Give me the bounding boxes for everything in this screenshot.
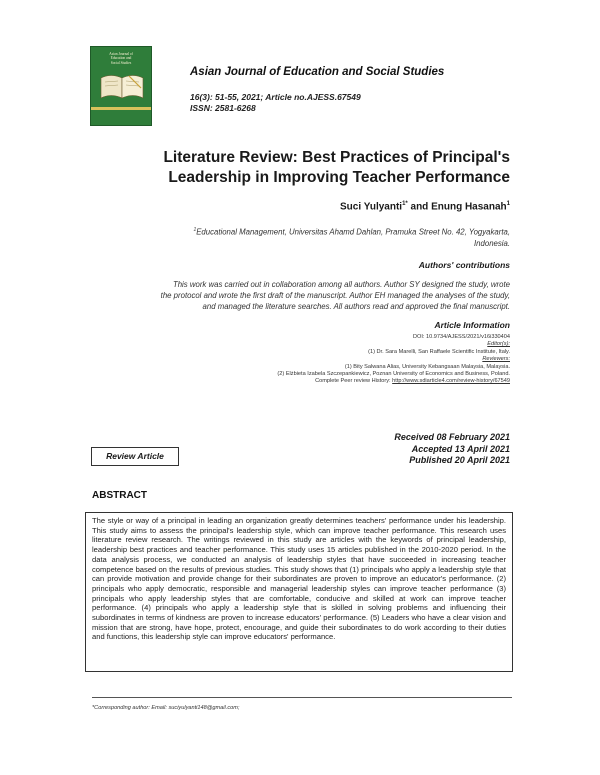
corresponding-author-footnote: *Corresponding author: Email: suciyulyanti148@gmail.com;: [92, 705, 240, 711]
article-title-line: Leadership in Improving Teacher Performance: [168, 169, 510, 186]
abstract-text: The style or way of a principal in leading an organization greatly determines teachers' performance under his leadership. This study aims to assess the principal's leadership style, which can improve teacher performance. This research uses literature review research. The writings reviewed in this study are articles with the keywords of principal leadership, leadership best practices and teacher performance. This study uses 15 articles published in the 2010-2020 period. In the data analysis process, we conducted an analysis of leadership styles that have succeeded in increasing teacher competence based on the results of previous studies. This study shows that (1) principals who apply a leadership style that can provide motivation and provide change for their subordinates are proven to improve an educator's performance. (2) principals who apply democratic, responsible and managerial leadership styles can improve teacher performance (3) principals who apply leadership styles that are comfortable, conducive and skilled at work can improve teacher performance. (4) principals who apply a leadership style that is skilled in solving problems and influencing their subordinates in terms of kindness are proven to increase educators' performance. (5) Leaders who have a clear vision and mission that are strong, have hope, protect, encourage, and guide their subordinates to do work according to their duties and functions, this leadership style can improve educators' performance.: [85, 512, 513, 672]
article-info-heading: Article Information: [434, 320, 510, 330]
author-mark: 1*: [402, 201, 408, 207]
contributions-line: and managed the literature searches. All authors read and approved the final manuscript.: [202, 302, 510, 311]
journal-volume: 16(3): 51-55, 2021; Article no.AJESS.67549: [190, 92, 361, 102]
article-info: [200, 334, 510, 386]
cover-title-line: Asian Journal of: [109, 52, 133, 56]
contributions-heading: Authors' contributions: [418, 260, 510, 270]
review-history-label: Complete Peer review History:: [315, 378, 393, 385]
cover-title-line: Education and: [110, 56, 132, 61]
reviewer-entry: (1) Bity Salwana Alias, University Kebangsaan Malaysia, Malaysia.: [344, 363, 510, 370]
affiliation: [95, 225, 510, 249]
reviewer-entry: (2) Elżbieta Izabela Szczepankiewicz, Poznan University of Economics and Business, Poland.: [277, 371, 510, 378]
reviewers-label: Reviewers:: [482, 356, 510, 363]
accepted-date: Accepted 13 April 2021: [411, 443, 510, 454]
contributions-line: the protocol and wrote the first draft of the manuscript. Author EH managed the analyses of the study,: [160, 291, 510, 300]
article-title-line: Literature Review: Best Practices of Principal's: [163, 149, 510, 166]
publication-dates: [300, 432, 510, 467]
footnote-divider: [92, 697, 512, 698]
affiliation-line: Educational Management, Universitas Ahamd Dahlan, Pramuka Street No. 42, Yogyakarta,: [196, 227, 510, 237]
received-date: Received 08 February 2021: [394, 432, 510, 442]
doi: DOI: 10.9734/AJESS/2021/v16i330404: [412, 334, 510, 340]
open-book-icon: [99, 72, 145, 100]
journal-issn: ISSN: 2581-6268: [190, 103, 256, 113]
author-joiner: and: [407, 201, 432, 213]
author-list: [95, 201, 510, 212]
cover-title: [91, 52, 151, 65]
editor-label: Editor(s):: [487, 341, 510, 348]
affiliation-mark: 1: [193, 227, 197, 233]
editor-entry: (1) Dr. Sara Marelli, San Raffaele Scientific Institute, Italy.: [368, 348, 510, 355]
article-title: [95, 148, 510, 188]
journal-name: Asian Journal of Education and Social Studies: [190, 66, 445, 78]
author-mark: 1: [506, 201, 510, 207]
article-type-badge: Review Article: [91, 447, 179, 466]
contributions-text: [92, 279, 510, 312]
abstract-heading: ABSTRACT: [92, 490, 147, 501]
published-date: Published 20 April 2021: [409, 455, 510, 465]
contributions-line: This work was carried out in collaboration among all authors. Author SY designed the study, wrote: [172, 280, 510, 289]
review-history-link[interactable]: http://www.sdiarticle4.com/review-history/67549: [392, 378, 510, 385]
author-name: Suci Yulyanti: [340, 201, 403, 213]
journal-cover-image: [90, 46, 152, 126]
affiliation-line: Indonesia.: [474, 238, 510, 248]
cover-title-line: Social Studies: [110, 60, 132, 65]
author-name: Enung Hasanah: [431, 201, 507, 213]
cover-band: [91, 107, 151, 110]
